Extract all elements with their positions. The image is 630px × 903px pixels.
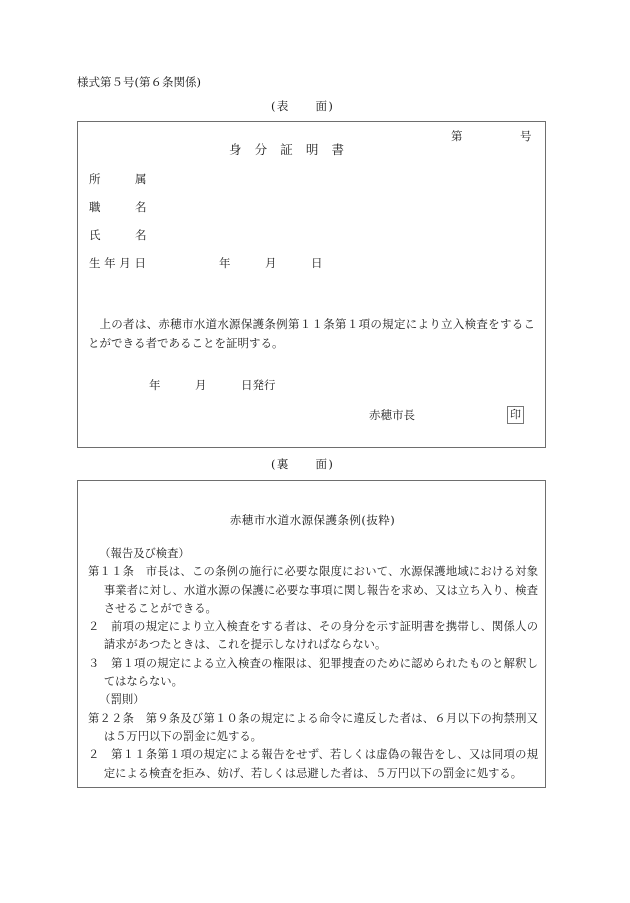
certificate-back-box: [77, 480, 546, 788]
ordinance-paragraph: ３ 第１項の規定による立入検査の権限は、犯罪捜査のために認められたものと解釈してはならない。: [88, 656, 538, 689]
certificate-body-text: 上の者は、赤穂市水道水源保護条例第１１条第１項の規定により立入検査をすることができる者であることを証明する。: [88, 317, 535, 350]
ordinance-section-heading: （罰則）: [99, 693, 145, 707]
certificate-front-box: [77, 121, 546, 448]
field-label-position: 職 名: [89, 200, 147, 214]
seal-stamp-icon: 印: [507, 406, 524, 424]
field-label-birth-date: 生 年 月 日: [89, 256, 146, 270]
ordinance-paragraph: ２ 第１１条第１項の規定による報告をせず、若しくは虚偽の報告をし、又は同項の規定による検査を拒み、妨げ、若しくは忌避した者は、５万円以下の罰金に処する。: [88, 748, 538, 780]
form-number: 様式第５号(第６条関係): [77, 75, 201, 89]
ordinance-title: 赤穂市水道水源保護条例(抜粋): [229, 513, 396, 527]
ordinance-paragraph: ２ 前項の規定により立入検査をする者は、その身分を示す証明書を携帯し、関係人の請求があつたときは、これを提示しなければならない。: [88, 620, 538, 652]
front-side-label: (表 面): [271, 99, 335, 113]
field-label-affiliation: 所 属: [89, 172, 147, 186]
ordinance-body: [88, 545, 538, 783]
ordinance-section-heading: （報告及び検査）: [99, 547, 190, 560]
ordinance-paragraph: 第２２条 第９条及び第１０条の規定による命令に違反した者は、６月以下の拘禁刑又は５万円以下の罰金に処する。: [88, 711, 538, 743]
certificate-title: 身分証明書: [229, 142, 358, 157]
field-value-birth-date-blank: 年 月 日: [219, 256, 323, 270]
field-label-name: 氏 名: [89, 228, 147, 242]
issuer-title: 赤穂市長: [369, 408, 415, 422]
certificate-serial-number: 第 号: [451, 129, 532, 143]
back-side-label: (裏 面): [271, 457, 335, 471]
ordinance-paragraph: 第１１条 市長は、この条例の施行に必要な限度において、水源保護地域における対象事業者に対し、水道水源の保護に必要な事項に関し報告を求め、又は立ち入り、検査させることができる。: [88, 565, 538, 615]
issue-date-line: 年 月 日発行: [149, 378, 276, 392]
